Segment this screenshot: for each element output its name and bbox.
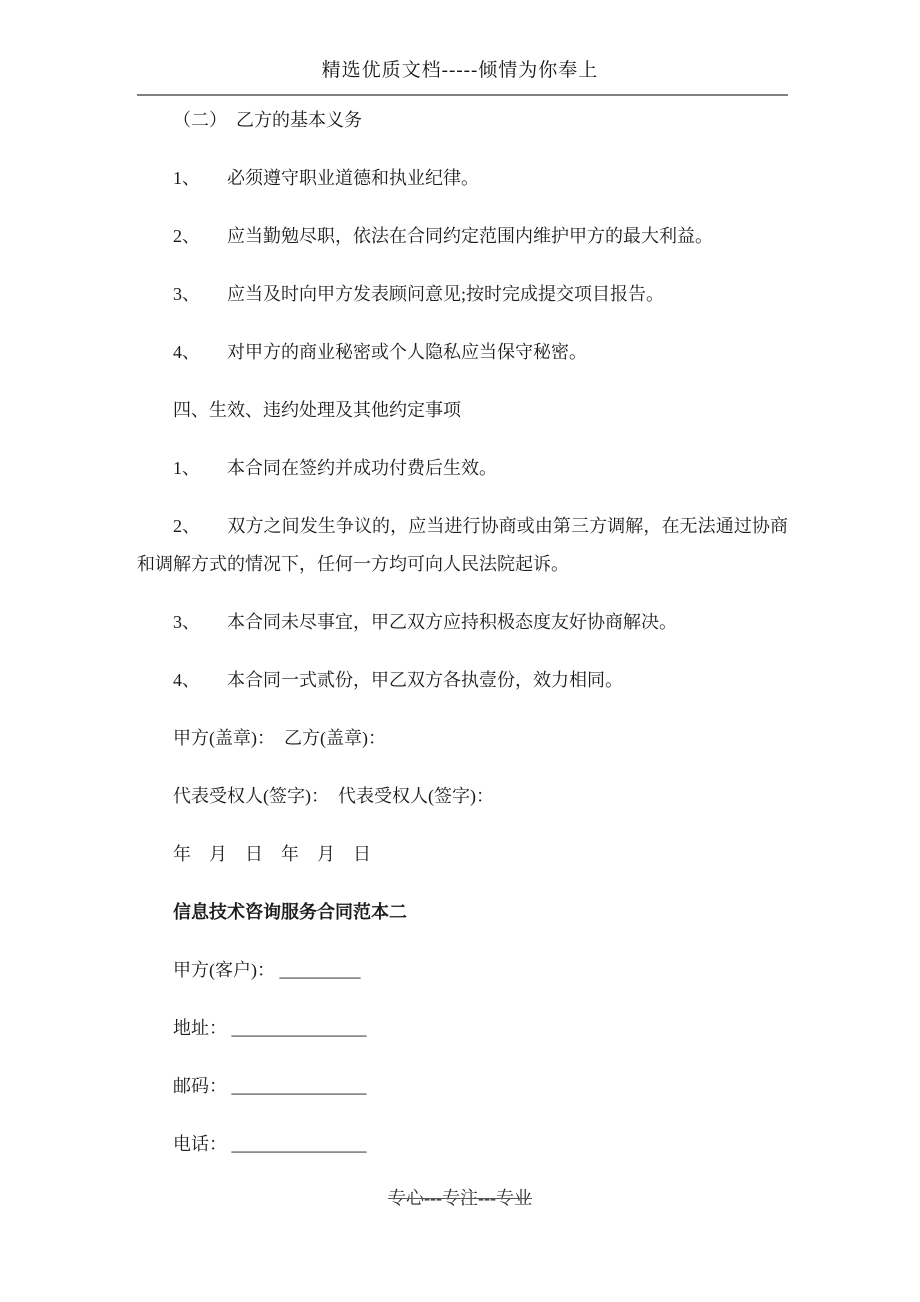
fill-in-line: 甲方(客户)： _________ [173,960,361,980]
header-slogan: 精选优质文档-----倾情为你奉上 [321,60,599,81]
footer-slogan: 专心---专注---专业 [388,1188,532,1208]
document-body [137,96,788,1163]
signature-line: 代表受权人(签字)： 代表受权人(签字)： [173,786,494,806]
section-title: 信息技术咨询服务合同范本二 [173,902,407,922]
paragraph: 1、 必须遵守职业道德和执业纪律。 [173,168,479,188]
fill-in-line: 地址： _______________ [173,1018,367,1038]
footer [0,1186,920,1210]
paragraph: （二） 乙方的基本义务 [173,110,362,130]
section-heading: 四、生效、违约处理及其他约定事项 [173,400,461,420]
paragraph: 3、 本合同未尽事宜，甲乙双方应持积极态度友好协商解决。 [173,612,677,632]
signature-line: 甲方(盖章)： 乙方(盖章)： [173,728,386,748]
fill-in-line: 电话： _______________ [173,1134,367,1154]
paragraph: 2、 双方之间发生争议的，应当进行协商或由第三方调解，在无法通过协商和调解方式的情况下，任何一方均可向人民法院起诉。 [137,516,788,574]
fill-in-line: 邮码： _______________ [173,1076,367,1096]
paragraph: 4、 本合同一式贰份，甲乙双方各执壹份，效力相同。 [173,670,623,690]
paragraph: 1、 本合同在签约并成功付费后生效。 [173,458,497,478]
paragraph: 3、 应当及时向甲方发表顾问意见;按时完成提交项目报告。 [173,284,664,304]
date-line: 年 月 日 年 月 日 [173,844,371,864]
paragraph: 4、 对甲方的商业秘密或个人隐私应当保守秘密。 [173,342,587,362]
paragraph: 2、 应当勤勉尽职，依法在合同约定范围内维护甲方的最大利益。 [173,226,713,246]
header-banner [0,0,920,96]
